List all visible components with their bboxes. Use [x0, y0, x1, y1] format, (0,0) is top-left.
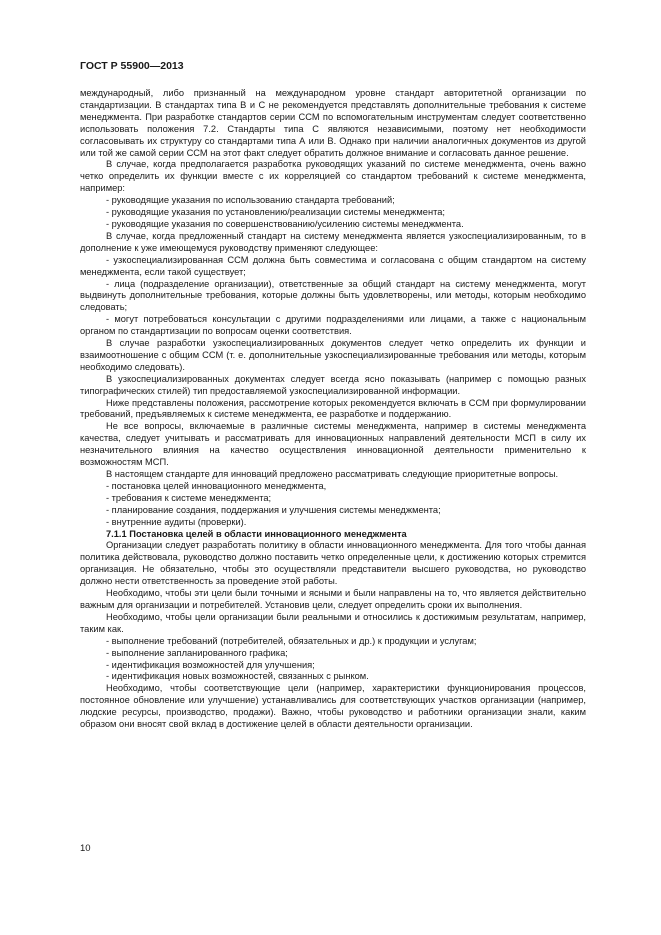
- paragraph: В случае разработки узкоспециализированных документов следует четко определить их функции и взаимоотношение с общим ССМ (т. е. дополнительные узкоспециализированные требования или методы, которым необходимо следовать).: [80, 338, 586, 372]
- list-item: - идентификация новых возможностей, связанных с рынком.: [106, 671, 369, 682]
- paragraph: В случае, когда предполагается разработка руководящих указаний по системе менеджмента, очень важно четко определить их функции вместе с их корреляцией со стандартом требований к системе менеджмента, например:: [80, 159, 586, 194]
- paragraph: В случае, когда предложенный стандарт на систему менеджмента является узкоспециализированным, то в дополнение к уже имеющемуся руководству применяют следующее:: [80, 230, 586, 253]
- list-item: - планирование создания, поддержания и улучшения системы менеджмента;: [106, 504, 441, 515]
- paragraph: В узкоспециализированных документах следует всегда ясно показывать (например с помощью разных типографических стилей) тип предоставляемой узкоспециализированной информации.: [80, 373, 586, 396]
- list-item: - выполнение требований (потребителей, обязательных и др.) к продукции и услугам;: [106, 635, 477, 646]
- paragraph: Организации следует разработать политику в области инновационного менеджмента. Для того чтобы данная политика действовала, руководство должно поставить четко определенные цели, к достижению которых стремится организация. Не обязательно, чтобы это осуществляли представители высшего руководства, но руководство должно нести ответственность за проведение этой работы.: [80, 540, 586, 587]
- section-heading: 7.1.1 Постановка целей в области инновационного менеджмента: [106, 528, 407, 539]
- page-header: ГОСТ Р 55900—2013: [80, 60, 184, 72]
- paragraph: Не все вопросы, включаемые в различные системы менеджмента, например в системы менеджмента качества, следует учитывать и рассматривать для инновационных направлений деятельности МСП в силу их незначительного влияния на качество осуществления инновационной деятельности применительно к возможностям МСП.: [80, 421, 586, 468]
- list-item: - идентификация возможностей для улучшения;: [106, 659, 315, 670]
- list-item: - внутренние аудиты (проверки).: [106, 516, 247, 527]
- page-number: 10: [80, 843, 91, 854]
- paragraph: Ниже представлены положения, рассмотрение которых рекомендуется включать в ССМ при формулировании требований, предъявляемых к системе менеджмента, ее разработке и поддержанию.: [80, 397, 586, 420]
- list-item: - могут потребоваться консультации с другими подразделениями или лицами, а также с национальным органом по стандартизации по вопросам оценки соответствия.: [80, 314, 586, 337]
- list-item: - руководящие указания по совершенствованию/усилению системы менеджмента.: [106, 218, 464, 229]
- list-item: - требования к системе менеджмента;: [106, 492, 272, 503]
- paragraph: В настоящем стандарте для инноваций предложено рассматривать следующие приоритетные вопросы.: [106, 469, 559, 479]
- list-item: - лица (подразделение организации), ответственные за общий стандарт на систему менеджмента, могут выдвинуть дополнительные требования, которые должны быть удовлетворены, или методы, которым необходимо следовать;: [80, 278, 586, 313]
- paragraph: Необходимо, чтобы эти цели были точными и ясными и были направлены на то, что является действительно важным для организации и потребителей. Установив цели, следует определить сроки их выполнения.: [80, 588, 586, 610]
- paragraph: международный, либо признанный на международном уровне стандарт авторитетной организации по стандартизации. В стандартах типа В и С не рекомендуется представлять дополнительные требования к системе менеджмента. При разработке стандартов серии ССМ по вспомогательным инструментам следует соответственно использовать положения 7.2. Стандарты типа С являются независимыми, поэтому нет необходимости согласовывать их структуру со стандартами типа А или В. Однако при наличии аналогичных документов из другой или той же самой серии ССМ на этот факт следует обратить должное внимание и согласовать данное решение.: [80, 88, 586, 158]
- paragraph: Необходимо, чтобы цели организации были реальными и относились к достижимым результатам, например, таким как.: [80, 611, 586, 634]
- list-item: - руководящие указания по использованию стандарта требований;: [106, 195, 395, 206]
- list-item: - выполнение запланированного графика;: [106, 647, 288, 658]
- list-item: - руководящие указания по установлению/реализации системы менеджмента;: [106, 207, 446, 218]
- paragraph: Необходимо, чтобы соответствующие цели (например, характеристики функционирования процессов, постоянное обновление или улучшение) устанавливались для соответствующих участков организации (например, людские ресурсы, производство, продажи). Важно, чтобы руководство и работники организации знали, каким образом они вносят свой вклад в достижение целей в области деятельности организации.: [80, 683, 586, 730]
- document-body: [80, 88, 586, 731]
- list-item: - постановка целей инновационного менеджмента,: [106, 480, 327, 491]
- list-item: - узкоспециализированная ССМ должна быть совместима и согласована с общим стандартом на систему менеджмента, если такой существует;: [80, 254, 586, 277]
